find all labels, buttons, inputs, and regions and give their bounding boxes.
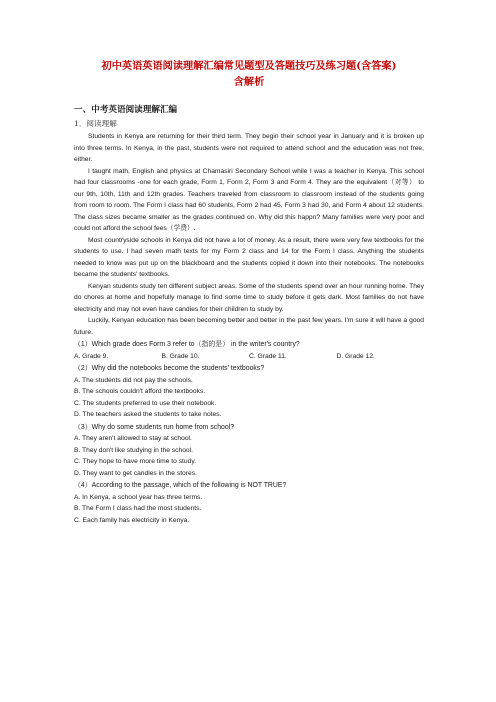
passage-paragraph-4: Kenyan students study ten different subject areas. Some of the students spend over an hour running home. They do chores at home and hopefully manage to find some time to study before it gets dark. Most families do not have electricity and may not even have candies for their children to study by.	[74, 282, 424, 313]
option-c: C. Each family has electricity in Kenya.	[74, 516, 190, 524]
passage-paragraph-5: Luckily, Kenyan education has been becoming better and better in the past few years. I'm sure it will have a good future.	[74, 317, 424, 336]
question-3	[74, 422, 424, 480]
title-line-2: 含解析	[233, 76, 265, 88]
option-c: C. They hope to have more time to study.	[74, 458, 197, 465]
option-a: A. The students did not pay the schools.	[74, 376, 193, 384]
question-2	[74, 363, 424, 421]
title-line-1: 初中英语英语阅读理解汇编常见题型及答题技巧及练习题(含答案)	[101, 60, 397, 72]
passage	[74, 131, 424, 338]
document-title	[74, 58, 424, 90]
question-stem: （1）Which grade does Form 3 refer to（指的是） in the writer's country?	[74, 341, 300, 348]
question-stem: （4）According to the passage, which of the following is NOT TRUE?	[74, 482, 287, 489]
question-stem: （2）Why did the notebooks become the students' textbooks?	[74, 365, 265, 372]
passage-paragraph-1: Students in Kenya are returning for their third term. They begin their school year in January and it is broken up into three terms. In Kenya, in the past, students were not required to attend school and the education was not free, either.	[74, 133, 424, 163]
option-b: B. Grade 10.	[161, 352, 200, 360]
section-heading: 一、中考英语阅读理解汇编	[74, 105, 178, 115]
option-b: B. The schools couldn't afford the textbooks.	[74, 388, 206, 395]
passage-paragraph-3: Most countryside schools in Kenya did not have a lot of money. As a result, there were very few textbooks for the students to use. I had seven math texts for my Form 2 class and 14 for the Form I class. Anything the students needed to know was put up on the blackboard and the students copied it down into their notebooks. The notebooks became the students' textbooks.	[74, 236, 424, 278]
option-d: D. They want to get candles in the stores.	[74, 469, 197, 477]
option-a: A. They aren't allowed to stay at school.	[74, 435, 192, 442]
question-1	[74, 339, 424, 362]
sub-heading: 1．阅读理解	[74, 119, 117, 128]
option-c: C. The students preferred to use their notebook.	[74, 399, 217, 407]
option-b: B. The Form I class had the most students.	[74, 505, 202, 512]
option-a: A. Grade 9.	[74, 352, 109, 360]
option-d: D. The teachers asked the students to take notes.	[74, 411, 222, 418]
option-c: C. Grade 11.	[249, 352, 287, 360]
passage-paragraph-2: I taught math, English and physics at Chamasiri Secondary School while I was a teacher in Kenya. This school had four classrooms ‐one for each grade, Form 1, Form 2, Form 3 and Form 4. They are the equivalent（对等） to our 9th, 10th, 11th and 12th grades. Teachers traveled from classroom to classroom instead of the students going from room to room. The Form I class had 60 students, Form 2 had 45, Form 3 had 30, and Form 4 about 12 students. The class sizes became smaller as the grades continued on. Why did this happn? Many families were very poor and could not afford the school fees（学费）.	[74, 167, 424, 232]
options-row	[74, 351, 424, 363]
option-a: A. In Kenya, a school year has three terms.	[74, 493, 203, 501]
option-b: B. They don't like studying in the school.	[74, 446, 193, 454]
option-d: D. Grade 12.	[336, 352, 375, 360]
question-stem: （3）Why do some students run home from school?	[74, 423, 235, 431]
question-4	[74, 480, 424, 526]
